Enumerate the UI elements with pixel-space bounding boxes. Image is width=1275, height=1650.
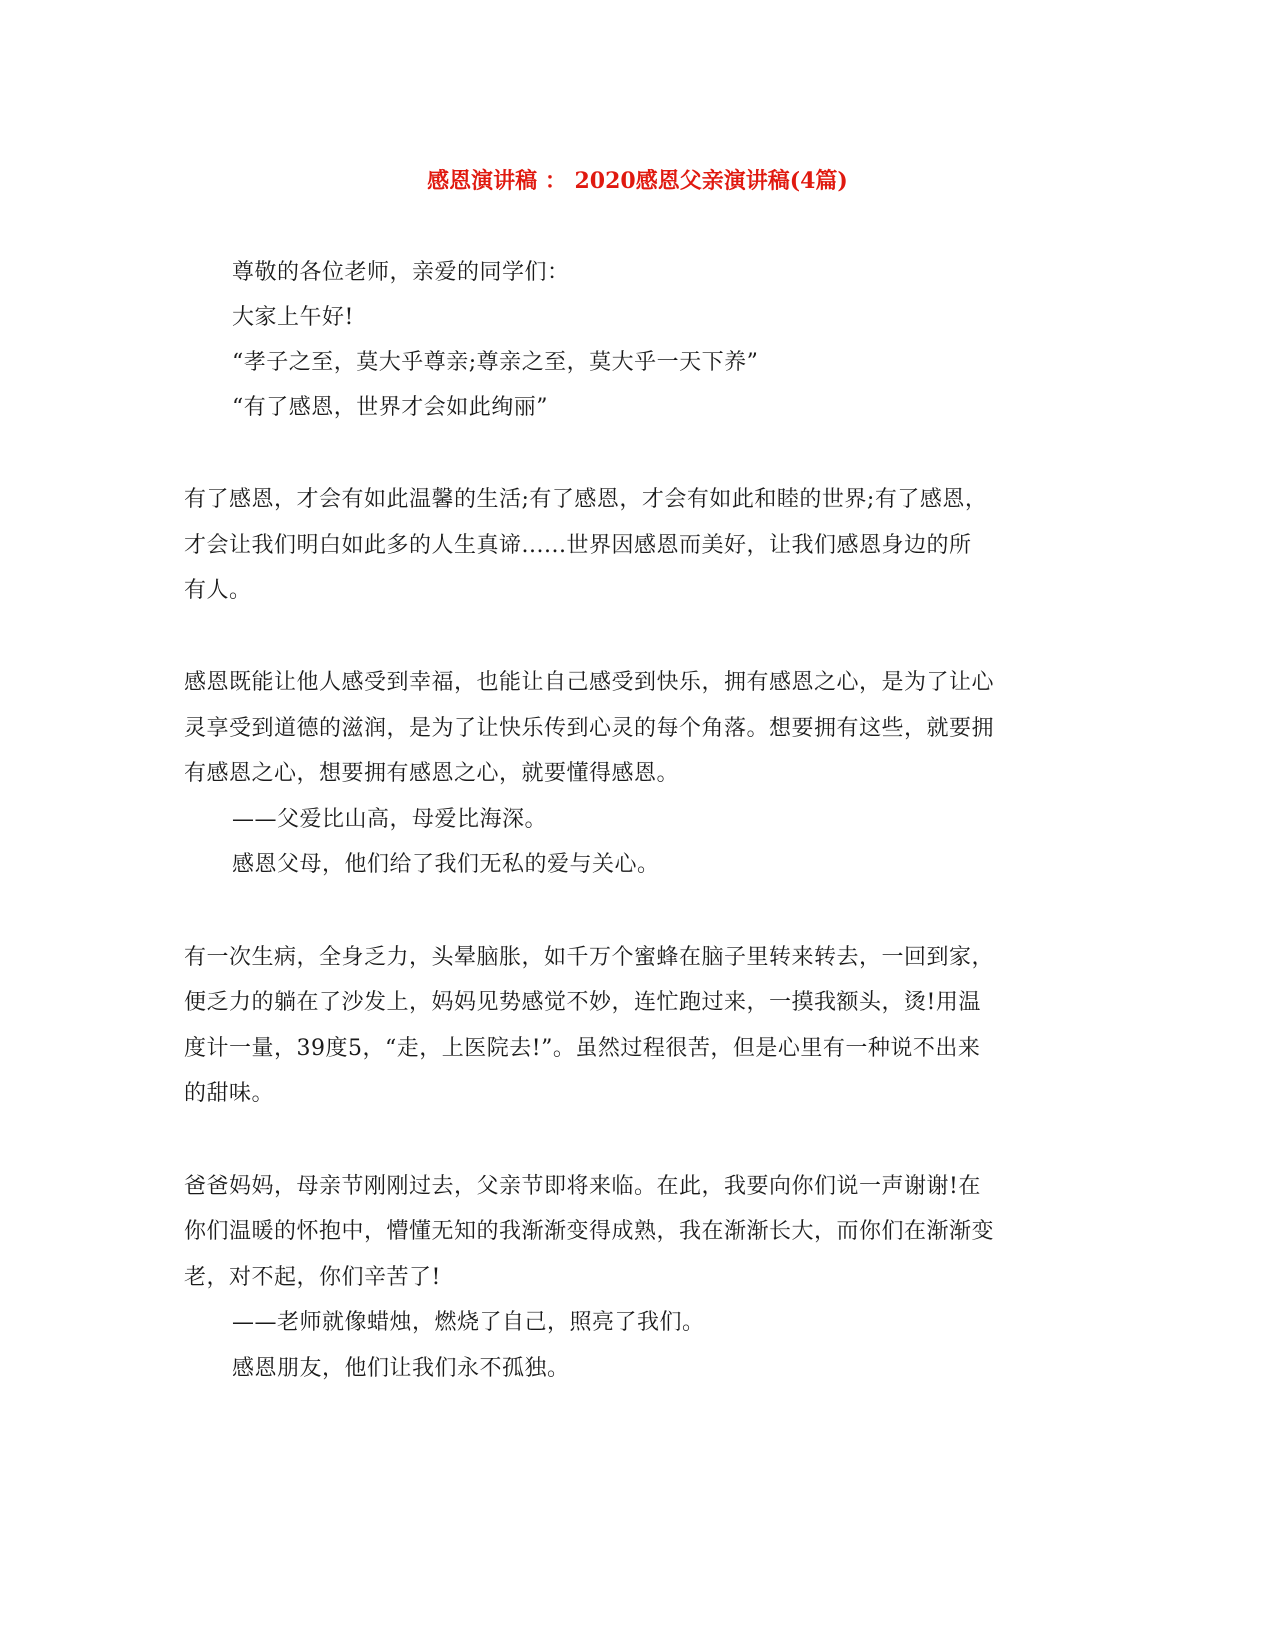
document-title: 感恩演讲稿 ： 2020感恩父亲演讲稿(4篇): [427, 168, 848, 194]
quote-line: ——父爱比山高，母爱比海深。: [232, 807, 548, 832]
paragraph-line: 才会让我们明白如此多的人生真谛......世界因感恩而美好，让我们感恩身边的所: [184, 533, 972, 558]
quote-line: “有了感恩，世界才会如此绚丽”: [232, 395, 548, 420]
paragraph-line: 老，对不起，你们辛苦了!: [184, 1265, 441, 1290]
paragraph-line: 感恩朋友，他们让我们永不孤独。: [232, 1356, 570, 1381]
paragraph-line: 感恩父母，他们给了我们无私的爱与关心。: [232, 852, 660, 877]
paragraph-line: 有一次生病，全身乏力，头晕脑胀，如千万个蜜蜂在脑子里转来转去，一回到家，: [184, 945, 995, 970]
paragraph-line: 的甜味。: [184, 1081, 275, 1106]
paragraph-line: 灵享受到道德的滋润，是为了让快乐传到心灵的每个角落。想要拥有这些，就要拥: [184, 716, 995, 741]
paragraph-line: 便乏力的躺在了沙发上，妈妈见势感觉不妙，连忙跑过来，一摸我额头，烫!用温: [184, 990, 981, 1015]
salutation: 尊敬的各位老师，亲爱的同学们：: [232, 260, 570, 285]
paragraph-line: 有了感恩，才会有如此温馨的生活;有了感恩，才会有如此和睦的世界;有了感恩，: [184, 487, 988, 512]
paragraph-line: 度计一量，39度5，“走，上医院去!”。虽然过程很苦，但是心里有一种说不出来: [184, 1036, 981, 1061]
paragraph-line: 感恩既能让他人感受到幸福，也能让自己感受到快乐，拥有感恩之心，是为了让心: [184, 670, 995, 695]
paragraph-line: 你们温暖的怀抱中，懵懂无知的我渐渐变得成熟，我在渐渐长大，而你们在渐渐变: [184, 1219, 995, 1244]
paragraph-line: 有人。: [184, 578, 252, 603]
quote-line: ——老师就像蜡烛，燃烧了自己，照亮了我们。: [232, 1310, 705, 1335]
paragraph-line: 有感恩之心，想要拥有感恩之心，就要懂得感恩。: [184, 761, 680, 786]
greeting: 大家上午好!: [232, 305, 354, 330]
quote-line: “孝子之至，莫大乎尊亲;尊亲之至，莫大乎一天下养”: [232, 350, 759, 375]
paragraph-line: 爸爸妈妈，母亲节刚刚过去，父亲节即将来临。在此，我要向你们说一声谢谢!在: [184, 1174, 981, 1199]
